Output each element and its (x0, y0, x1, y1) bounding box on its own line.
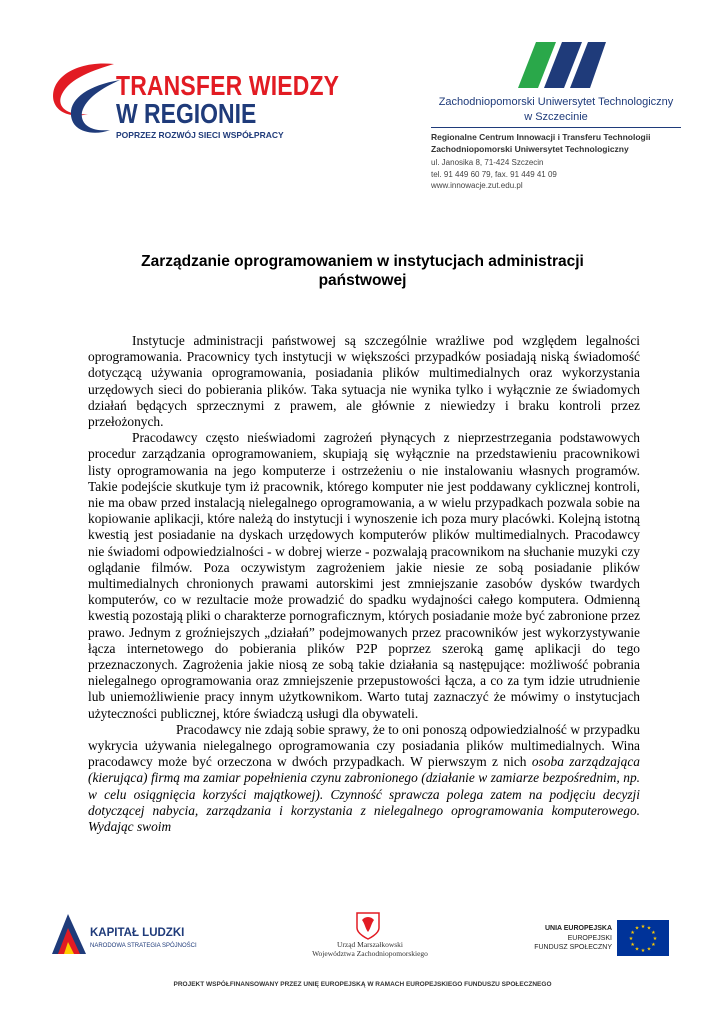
paragraph-2: Pracodawcy często nieświadomi zagrożeń płynących z nieprzestrzegania podstawowych procedur zarządzania oprogramowaniem, skupiają się wyłącznie na przedstawieniu pracownikowi listy oprogramowania na jego komputerze i ostrzeżeniu o nie instalowaniu własnych programów. Takie podejście skutkuje tym iż pracownik, którego komputer nie jest poddawany cyklicznej kontroli, nie ma obaw przed instalacją nielegalnego oprogramowania, a w wielu przypadkach pozwala sobie na kopiowanie aplikacji, które należą do instytucji i wynoszenie ich poza mury placówki. Kolejną istotną kwestią jest posiadanie na dyskach urzędowych komputerów plików multimedialnych. Pracodawcy nie świadomi odpowiedzialności - w dobrej wierze - pozwalają pracownikom na słuchanie muzyki czy oglądanie filmów. Poza oczywistym zagrożeniem jakie niesie ze sobą posiadanie plików multimedialnych chronionych prawami autorskimi jest zmniejszanie zasobów dysków twardych komputerów, co w rezultacie może prowadzić do spadku wydajności całego komputera. Odmienną kwestią pozostają pliki o charakterze pornograficznym, których posiadanie może być zabronione przez prawo. Jednym z groźniejszych „działań” podejmowanych przez pracowników jest wykorzystywanie łącza internetowego do pobierania plików P2P poprzez szeroką gamę aplikacji do tego przeznaczonych. Zagrożenia jakie niosą ze sobą takie działania są następujące: możliwość pobrania nielegalnego oprogramowania oraz zmniejszenie przepustowości łącza, a co za tym idzie utrudnienie lub uniemożliwienie pracy innym użytkownikom. Warto tutaj zaznaczyć że mówimy o instytucjach użyteczności publicznej, które świadczą usługi dla obywateli. (88, 430, 640, 721)
svg-text:★: ★ (651, 942, 656, 948)
kapital-ludzki-subtitle: NARODOWA STRATEGIA SPÓJNOŚCI (90, 943, 197, 949)
eu-line2: EUROPEJSKI (567, 934, 612, 942)
logo-text-line1: TRANSFER WIEDZY (116, 70, 340, 101)
zut-logo-icon (516, 42, 606, 88)
coat-of-arms-icon (356, 912, 380, 940)
paragraph-3-text: Pracodawcy nie zdają sobie sprawy, że to oni ponoszą odpowiedzialność w przypadku wykrycia używania nielegalnego oprogramowania czy posiadania plików multimedialnych. Wina pracodawcy może być orzeczona w dwóch przypadkach. W pierwszym z nich (88, 721, 640, 770)
logo-text-line2: W REGIONIE (116, 98, 257, 129)
eu-flag-icon (617, 920, 669, 956)
university-name-line2: w Szczecinie (524, 111, 588, 123)
svg-text:★: ★ (634, 946, 640, 953)
document-title: Zarządzanie oprogramowaniem w instytucjach administracji państwowej (141, 253, 584, 289)
address-phone: tel. 91 449 60 79, fax. 91 449 41 09 (431, 169, 557, 179)
svg-text:★: ★ (630, 942, 635, 948)
contact-address (431, 157, 691, 192)
header-divider (431, 127, 681, 128)
svg-text:★: ★ (651, 930, 656, 936)
university-name-line1: Zachodniopomorski Uniwersytet Technologiczny (438, 96, 674, 108)
svg-text:★: ★ (652, 936, 658, 942)
university-name (431, 95, 681, 125)
svg-text:★: ★ (628, 936, 634, 942)
address-web: www.innowacje.zut.edu.pl (431, 181, 523, 190)
logo-text-line3: POPRZEZ ROZWÓJ SIECI WSPÓŁPRACY (116, 130, 284, 140)
svg-text:★: ★ (640, 948, 646, 954)
svg-text:★: ★ (646, 925, 652, 932)
paragraph-3 (88, 722, 640, 835)
paragraph-1: Instytucje administracji państwowej są szczególnie wrażliwe pod względem legalności oprogramowania. Pracownicy tych instytucji w większości przypadków posiadają niską świadomość dotyczącą używania oprogramowania, posiadania plików multimedialnych oraz wykorzystania urzędowych sieci do pobierania plików. Taka sytuacja nie wynika tylko i wyłącznie ze świadomych działań będących sprzecznymi z prawem, ale głównie z niewiedzy i braku kontroli przez przełożonych. (88, 333, 640, 430)
address-street: ul. Janosika 8, 71-424 Szczecin (431, 158, 544, 167)
center-name-line2: Zachodniopomorski Uniwersytet Technologiczny (431, 143, 629, 154)
eu-line1: UNIA EUROPEJSKA (544, 925, 612, 932)
center-name (431, 132, 691, 155)
transfer-wiedzy-logo (44, 40, 344, 150)
svg-text:★: ★ (634, 925, 640, 932)
svg-text:★: ★ (646, 946, 652, 953)
kapital-ludzki-title: KAPITAŁ LUDZKI (90, 927, 185, 939)
kapital-ludzki-logo-icon (52, 914, 86, 954)
paragraph-3-italic: osoba zarządzająca (kierująca) firmą ma zamiar popełnienia czynu zabronionego (działanie w zamiarze bezpośrednim, np. w celu osiągnięcia korzyści majątkowej). Czynność sprawcza polega zatem na podjęciu decyzji dotyczącej nabycia, zarządzania i korzystania z nielegalnego oprogramowania komputerowego. Wydając swoim (88, 754, 640, 835)
urzad-line1: Urząd Marszałkowski (336, 940, 404, 949)
swoosh-logo-icon (44, 40, 124, 150)
svg-text:★: ★ (640, 924, 646, 930)
urzad-marszalkowski (300, 940, 440, 958)
eu-label (520, 924, 612, 953)
document-body (88, 333, 640, 835)
eu-line3: FUNDUSZ SPOŁECZNY (534, 944, 612, 951)
center-name-line1: Regionalne Centrum Innowacji i Transferu Technologii (431, 132, 651, 142)
urzad-line2: Województwa Zachodniopomorskiego (312, 949, 428, 958)
project-funding-note: PROJEKT WSPÓŁFINANSOWANY PRZEZ UNIĘ EUROPEJSKĄ W RAMACH EUROPEJSKIEGO FUNDUSZU SPOŁECZNEGO (173, 981, 552, 988)
svg-text:★: ★ (630, 930, 635, 936)
